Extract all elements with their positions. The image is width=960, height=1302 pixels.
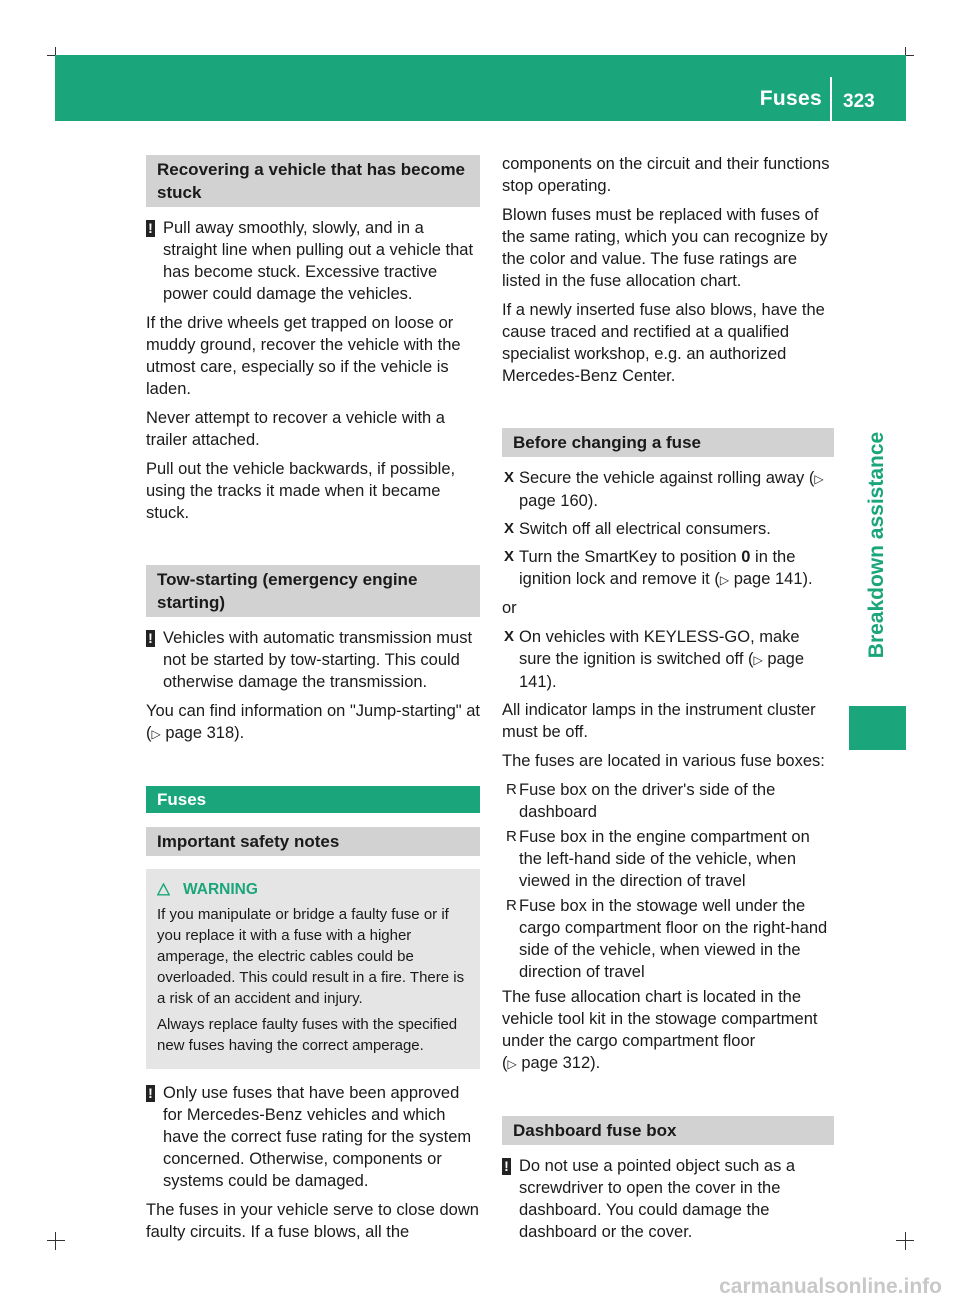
- list-item: R Fuse box in the engine compartment on the left-hand side of the vehicle, when viewed in the direction of travel: [506, 828, 810, 890]
- section-heading-dashboard-fuse-box: Dashboard fuse box: [502, 1116, 834, 1145]
- warning-triangle-icon: [157, 881, 170, 902]
- header-divider: [830, 77, 832, 121]
- page-reference-link[interactable]: page 318).: [165, 724, 245, 742]
- page-reference-link[interactable]: page 160).: [519, 492, 598, 510]
- section-heading-stuck: Recovering a vehicle that has become stuck: [146, 155, 480, 207]
- page-reference-link[interactable]: page 141).: [519, 650, 805, 691]
- header-section-title: Fuses: [759, 87, 822, 110]
- page-number: 323: [843, 91, 875, 112]
- caution-text: Vehicles with automatic transmission must not be started by tow-starting. This could otherwise damage the transmission.: [163, 629, 473, 691]
- caution-note: [502, 1155, 834, 1243]
- page-reference-arrow-icon: ▷: [151, 727, 161, 741]
- watermark-text: carmanualsonline.info: [719, 1275, 942, 1298]
- instruction-step: X Turn the SmartKey to position 0 in the ignition lock and remove it (▷ page 141).: [504, 548, 813, 588]
- side-chapter-tab: [849, 706, 906, 750]
- caution-note: [146, 1082, 480, 1192]
- right-column: [502, 153, 834, 1250]
- paragraph: Never attempt to recover a vehicle with a trailer attached.: [146, 409, 445, 449]
- section-heading-before-changing: Before changing a fuse: [502, 428, 834, 457]
- crop-mark: [55, 1232, 56, 1250]
- page-reference-arrow-icon: ▷: [719, 573, 730, 587]
- instruction-step: X Switch off all electrical consumers.: [504, 520, 771, 538]
- paragraph: If a newly inserted fuse also blows, have the cause traced and rectified at a qualified specialist workshop, e.g. an authorized Mercedes-Benz Center.: [502, 301, 825, 385]
- chapter-heading-fuses: Fuses: [146, 786, 480, 813]
- step-marker-icon: X: [504, 469, 515, 486]
- list-item: R Fuse box on the driver's side of the dashboard: [506, 781, 776, 821]
- page-reference-arrow-icon: ▷: [814, 472, 824, 486]
- warning-box: [146, 869, 480, 1069]
- list-item: R Fuse box in the stowage well under the cargo compartment floor on the right-hand side of the vehicle, when viewed in the direction of travel: [506, 897, 828, 981]
- paragraph: All indicator lamps in the instrument cluster must be off.: [502, 701, 816, 741]
- paragraph: components on the circuit and their functions stop operating.: [502, 155, 830, 195]
- crop-mark: [896, 1240, 914, 1241]
- section-heading-tow-starting: Tow-starting (emergency engine starting): [146, 565, 480, 617]
- paragraph: You can find information on "Jump-starting" at (▷ page 318).: [146, 702, 480, 742]
- page-reference-link[interactable]: page 141).: [733, 570, 813, 588]
- instruction-step: X Secure the vehicle against rolling away (▷ page 160).: [504, 469, 824, 510]
- caution-text: Do not use a pointed object such as a screwdriver to open the cover in the dashboard. You could damage the dashboard or the cover.: [519, 1157, 796, 1241]
- paragraph: The fuses in your vehicle serve to close down faulty circuits. If a fuse blows, all the: [146, 1201, 479, 1241]
- bullet-marker-icon: R: [506, 781, 517, 798]
- paragraph: Blown fuses must be replaced with fuses of the same rating, which you can recognize by the color and value. The fuse ratings are listed in the fuse allocation chart.: [502, 206, 828, 290]
- instruction-step: X On vehicles with KEYLESS-GO, make sure the ignition is switched off (▷ page 141).: [504, 628, 805, 691]
- caution-note: [146, 217, 480, 305]
- step-marker-icon: X: [504, 548, 515, 565]
- exclamation-icon: !: [146, 1085, 155, 1102]
- caution-note: [146, 627, 480, 693]
- warning-label: WARNING: [183, 881, 258, 898]
- paragraph: The fuse allocation chart is located in the vehicle tool kit in the stowage compartment under the cargo compartment floor (▷ page 312).: [502, 988, 818, 1072]
- exclamation-icon: !: [146, 630, 155, 647]
- warning-text: Always replace faulty fuses with the specified new fuses having the correct amperage.: [157, 1016, 458, 1054]
- paragraph: The fuses are located in various fuse boxes:: [502, 752, 825, 770]
- warning-text: If you manipulate or bridge a faulty fuse or if you replace it with a fuse with a higher amperage, the electric cables could be overloaded. This could result in a fire. There is a risk of an accident and injury.: [157, 906, 465, 1007]
- bullet-marker-icon: R: [506, 897, 517, 914]
- side-chapter-text: Breakdown assistance: [865, 431, 888, 659]
- warning-heading: [157, 879, 469, 900]
- page-reference-arrow-icon: ▷: [507, 1057, 517, 1071]
- step-marker-icon: X: [504, 628, 515, 645]
- section-heading-safety-notes: Important safety notes: [146, 827, 480, 856]
- caution-text: Pull away smoothly, slowly, and in a straight line when pulling out a vehicle that has become stuck. Excessive tractive power could damage the vehicles.: [163, 219, 474, 303]
- exclamation-icon: !: [502, 1158, 511, 1175]
- page-reference-arrow-icon: ▷: [753, 653, 763, 667]
- paragraph: Pull out the vehicle backwards, if possible, using the tracks it made when it became stuck.: [146, 460, 456, 522]
- crop-mark: [47, 1240, 65, 1241]
- exclamation-icon: !: [146, 220, 155, 237]
- bullet-marker-icon: R: [506, 828, 517, 845]
- paragraph: or: [502, 599, 517, 617]
- crop-mark: [905, 1232, 906, 1250]
- left-column: [146, 155, 480, 1250]
- paragraph: If the drive wheels get trapped on loose or muddy ground, recover the vehicle with the utmost care, especially so if the vehicle is laden.: [146, 314, 461, 398]
- step-marker-icon: X: [504, 520, 515, 537]
- caution-text: Only use fuses that have been approved for Mercedes-Benz vehicles and which have the correct fuse rating for the system concerned. Otherwise, components or systems could be damaged.: [163, 1084, 472, 1190]
- side-chapter-label: [849, 420, 906, 670]
- page-reference-link[interactable]: page 312).: [521, 1054, 601, 1072]
